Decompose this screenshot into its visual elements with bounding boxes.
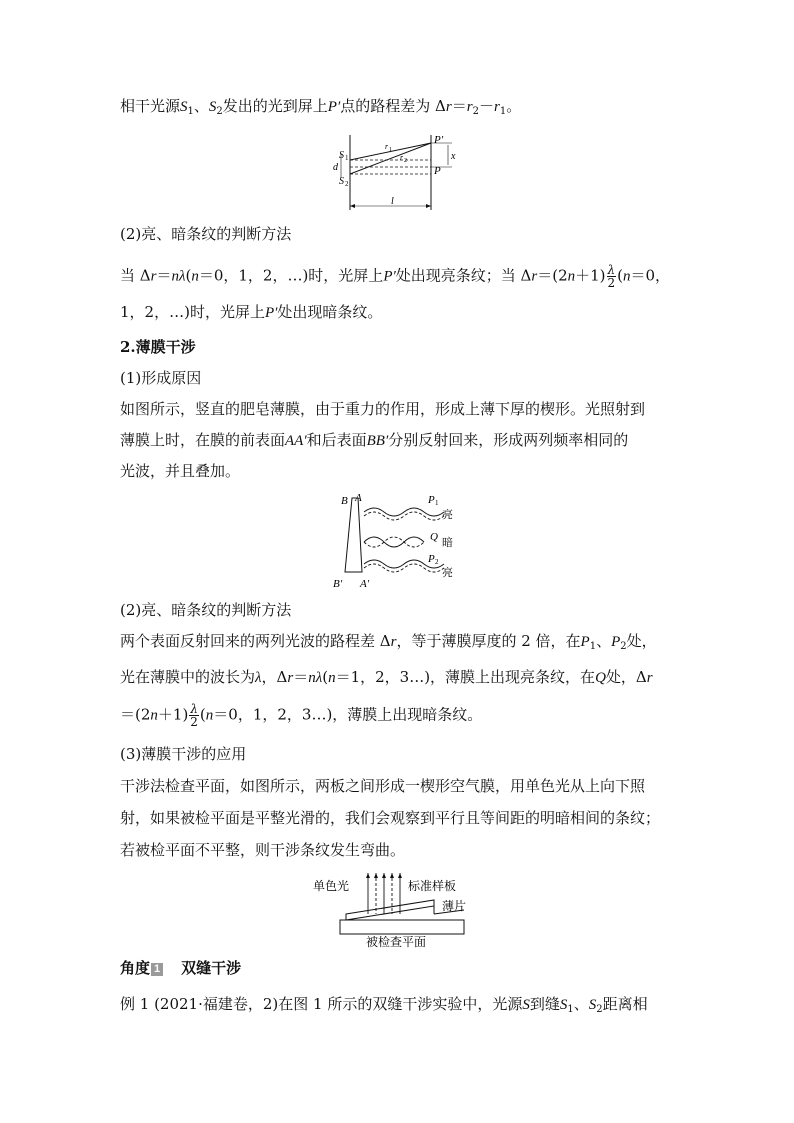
label-p2 — [427, 553, 439, 566]
heading-thin-film: 2.薄膜干涉 — [120, 338, 196, 356]
svg-text:P: P — [428, 553, 435, 565]
r1-label — [385, 142, 392, 153]
svg-text:P: P — [428, 494, 435, 506]
fraction-lambda-half-2: $\frac{\lambda}{2}$ — [190, 702, 198, 729]
heading-formation-cause: (1)形成原因 — [120, 369, 202, 387]
paragraph-formation-3: 光波，并且叠加。 — [120, 462, 241, 480]
paragraph-film-2: 光在薄膜中的波长为λ，Δr＝nλ(n＝1，2，3…)，薄膜上出现亮条纹，在Q处，Δr — [120, 668, 653, 686]
svg-text:2: 2 — [435, 558, 439, 566]
svg-text:1: 1 — [345, 154, 349, 162]
label-b-prime: B′ — [333, 578, 343, 590]
paragraph-application-1: 干涉法检查平面，如图所示，两板之间形成一楔形空气膜，用单色光从上向下照 — [120, 777, 646, 795]
x-label: x — [451, 151, 456, 162]
label-a: A — [355, 492, 362, 504]
section-angle-heading: 角度 1 双缝干涉 — [120, 959, 242, 977]
s2-label — [339, 176, 349, 188]
paragraph-film-1: 两个表面反射回来的两列光波的路程差 Δr，等于薄膜厚度的 2 倍，在$P_1$、$P_2$处， — [120, 632, 657, 652]
paragraph-formation-2: 薄膜上时，在膜的前表面AA′和后表面BB′分别反射回来，形成两列频率相同的 — [120, 431, 629, 449]
label-test-surface: 被检查平面 — [366, 935, 427, 948]
svg-text:2: 2 — [345, 180, 349, 188]
s1-label — [339, 150, 349, 162]
paragraph-dark-condition-cont: 1，2，…)时，光屏上P′处出现暗条纹。 — [120, 303, 383, 321]
label-monochromatic-light: 单色光 — [313, 879, 350, 893]
heading-judgement-1: (2)亮、暗条纹的判断方法 — [120, 225, 292, 243]
label-dark: 暗 — [442, 537, 453, 549]
p-label: P — [434, 165, 441, 177]
label-b: B — [341, 495, 348, 507]
paragraph-formation-1: 如图所示，竖直的肥皂薄膜，由于重力的作用，形成上薄下厚的楔形。光照射到 — [120, 400, 646, 418]
label-q: Q — [430, 531, 438, 543]
heading-judgement-2: (2)亮、暗条纹的判断方法 — [120, 601, 292, 619]
label-thin-sheet: 薄片 — [442, 899, 467, 913]
paragraph-film-3: ＝(2n＋1) $\frac{\lambda}{2}$ (n＝0，1，2，3…)，薄膜上出现暗条纹。 — [120, 702, 483, 729]
label-a-prime: A′ — [360, 578, 370, 590]
svg-text:2: 2 — [404, 158, 407, 164]
fraction-lambda-half: $\frac{\lambda}{2}$ — [607, 263, 616, 290]
paragraph-application-2: 射，如果被检平面是平整光滑的，我们会观察到平行且等间距的明暗相间的条纹； — [120, 809, 661, 827]
svg-text:r: r — [400, 153, 404, 162]
label-bright-1: 亮 — [442, 509, 453, 521]
r2-label — [400, 153, 407, 164]
label-standard-plate: 标准样板 — [408, 879, 457, 893]
paragraph-path-difference: 相干光源$S_1$、$S_2$发出的光到屏上P′点的路程差为 $\Delta r=r_2-r_1$。 — [120, 97, 522, 117]
svg-text:S: S — [339, 150, 344, 161]
svg-text:S: S — [339, 176, 344, 187]
angle-number-badge: 1 — [151, 963, 163, 976]
paragraph-bright-dark-condition: 当 Δr＝nλ(n＝0，1，2，…)时，光屏上P′处出现亮条纹；当 Δr＝(2n＋1) $\frac{\lambda}{2}$ (n＝0， — [120, 263, 671, 290]
double-slit-figure — [330, 130, 460, 215]
svg-text:1: 1 — [435, 499, 439, 507]
svg-text:1: 1 — [389, 147, 392, 153]
label-p1 — [427, 494, 439, 507]
d-label: d — [333, 162, 338, 173]
example-question: 例 1 (2021·福建卷，2)在图 1 所示的双缝干涉实验中，光源S到缝$S_1$、$S_2$距离相 — [120, 995, 648, 1015]
soap-film-figure — [330, 490, 470, 595]
label-bright-2: 亮 — [442, 567, 453, 579]
heading-application: (3)薄膜干涉的应用 — [120, 745, 247, 763]
flatness-inspection-figure — [310, 870, 490, 948]
paragraph-application-3: 若被检平面不平整，则干涉条纹发生弯曲。 — [120, 841, 406, 859]
svg-text:r: r — [385, 142, 389, 151]
l-label: l — [391, 196, 394, 207]
p-prime-label: P′ — [434, 134, 444, 146]
